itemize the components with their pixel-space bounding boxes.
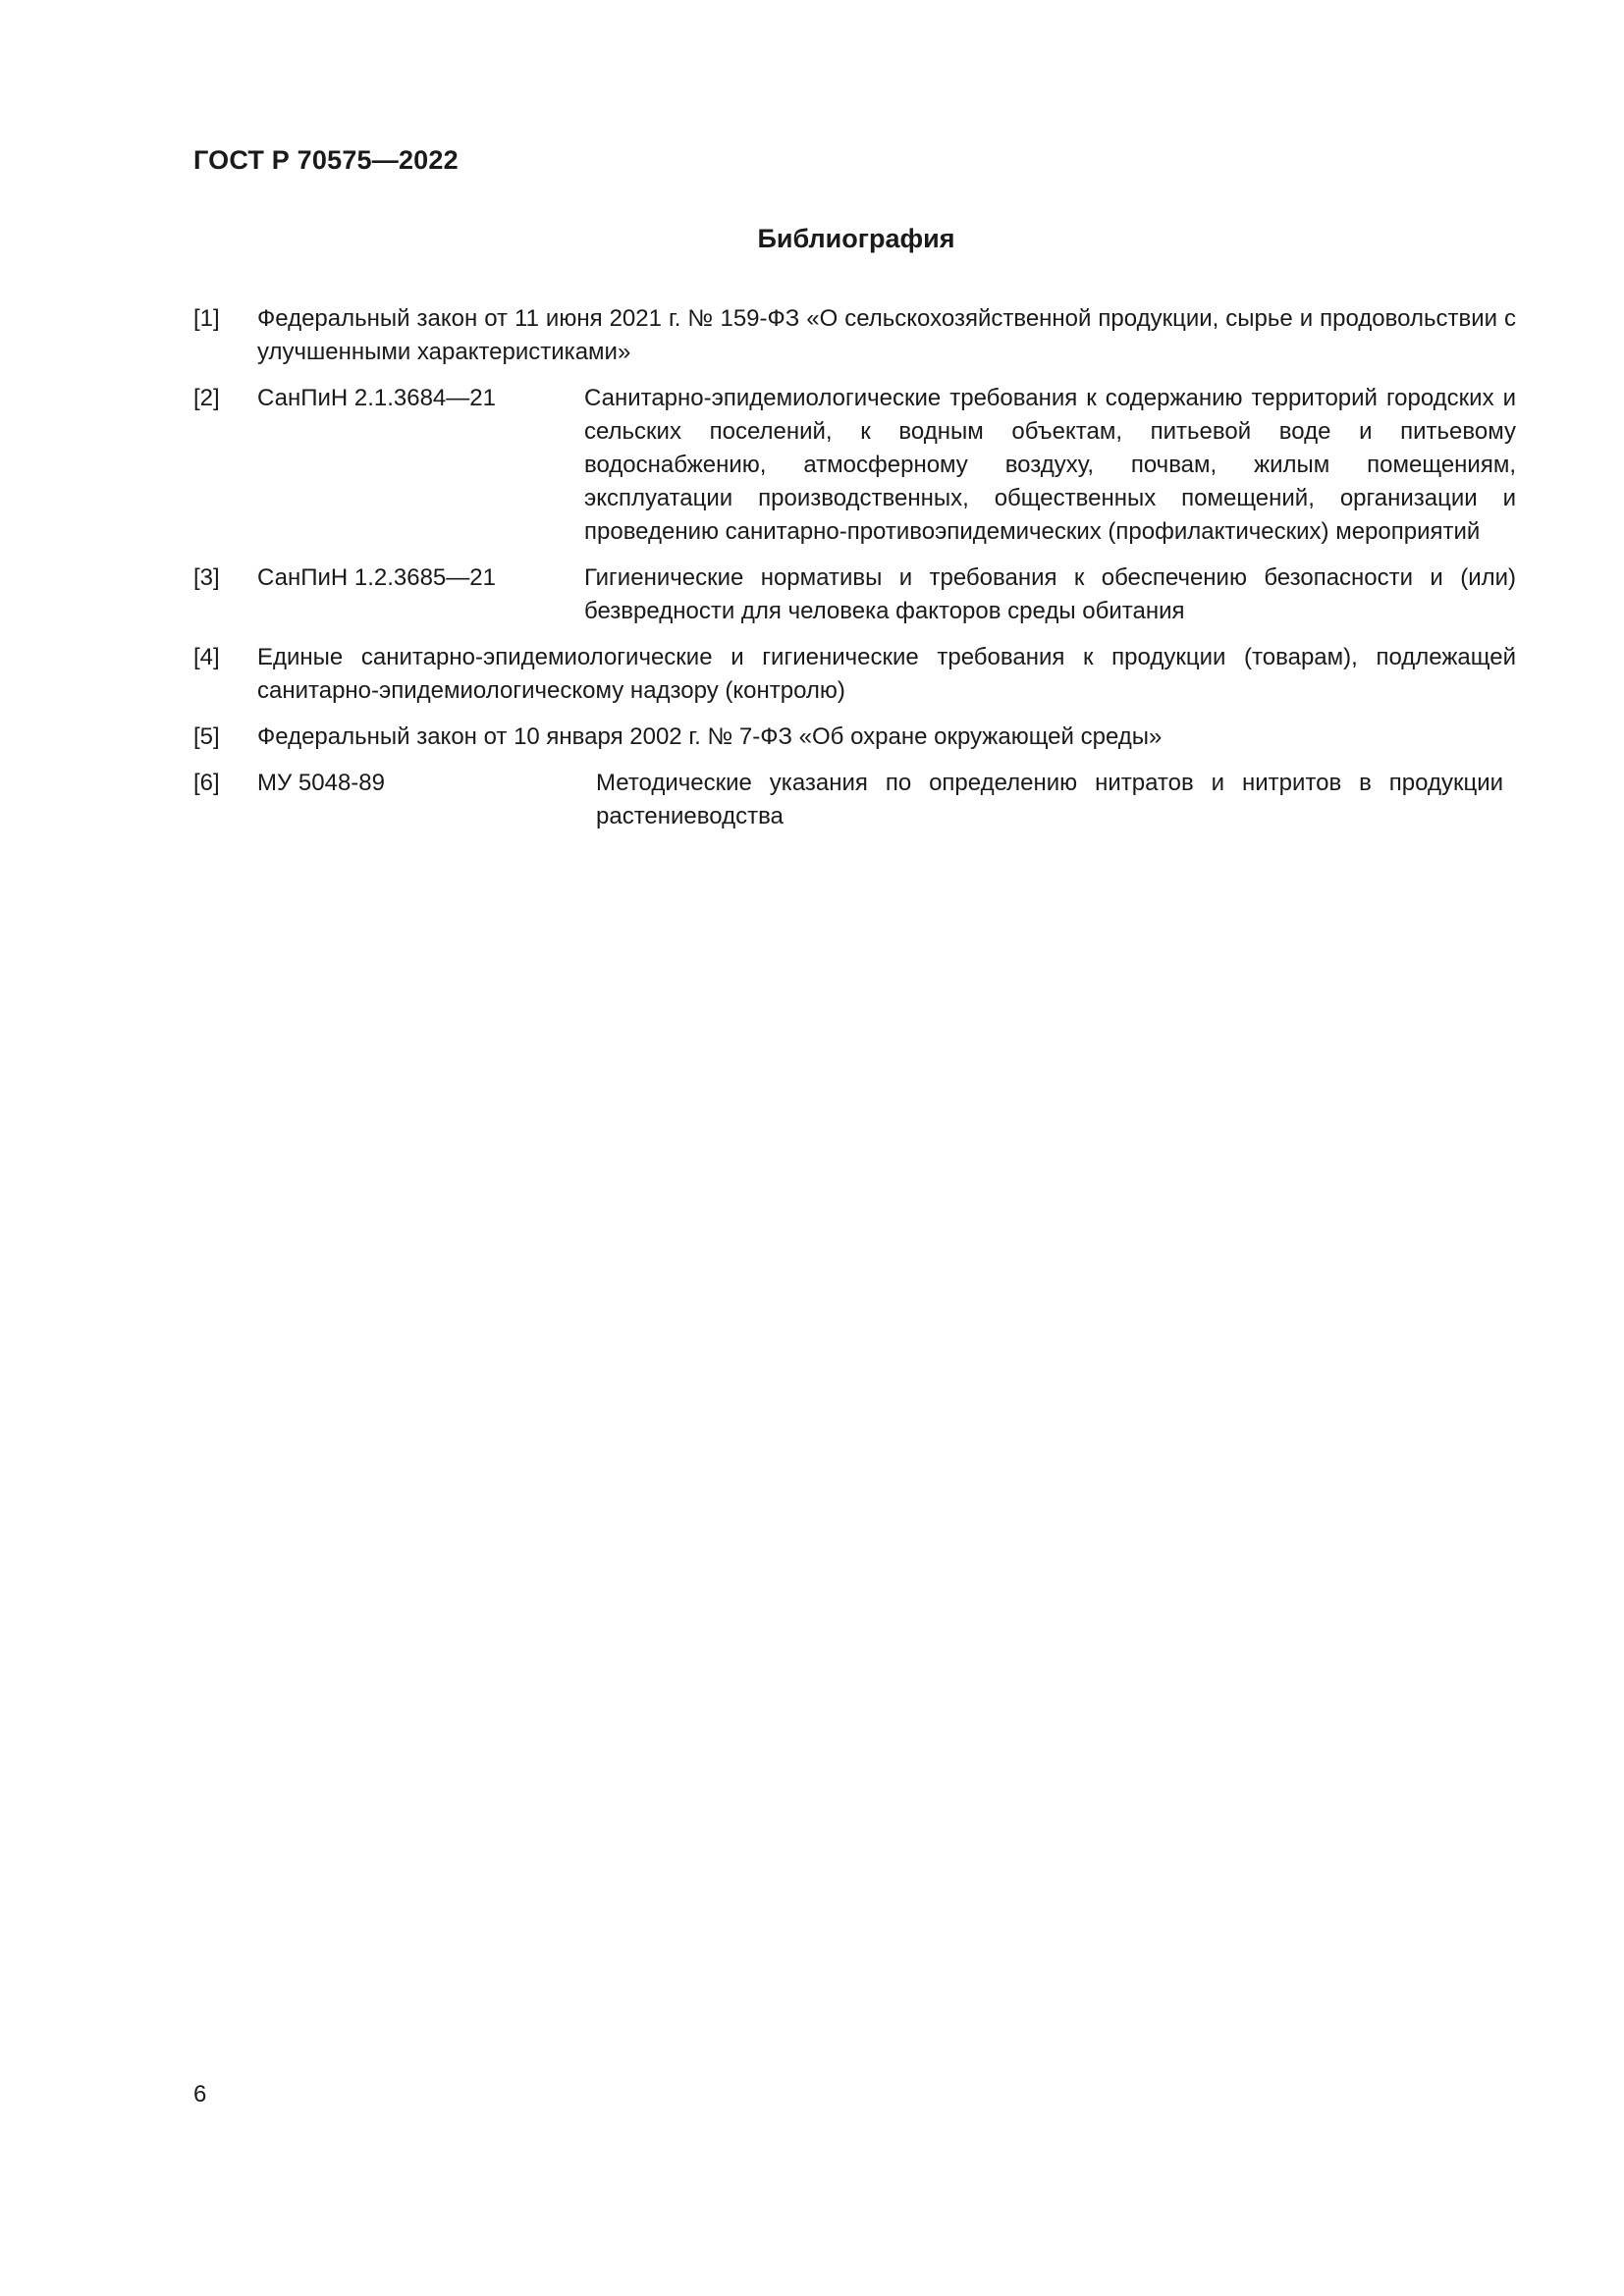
entry-number: [2] (193, 385, 220, 411)
entry-text: Федеральный закон от 10 января 2002 г. № 7-ФЗ «Об охране окружающей среды» (257, 723, 1163, 750)
bibliography-entry (193, 302, 1516, 369)
entry-text: Методические указания по определению нитратов и нитритов в продукции растениеводства (596, 770, 1503, 829)
page-number: 6 (193, 2081, 207, 2108)
bibliography-entry (193, 561, 1516, 628)
section-title: Библиография (757, 224, 955, 253)
entry-text: Федеральный закон от 11 июня 2021 г. № 159-ФЗ «О сельскохозяйственной продукции, сырье и продовольствии с улучшенными характеристиками» (257, 305, 1516, 365)
bibliography-list (193, 302, 1516, 846)
entry-text: Единые санитарно-эпидемиологические и гигиенические требования к продукции (товарам), подлежащей санитарно-эпидемиологическому надзору (контролю) (257, 644, 1516, 704)
entry-number: [1] (193, 305, 220, 332)
bibliography-entry (193, 382, 1516, 549)
entry-number: [3] (193, 564, 220, 591)
document-code: ГОСТ Р 70575—2022 (193, 145, 459, 175)
entry-number: [5] (193, 723, 220, 750)
entry-code: СанПиН 2.1.3684—21 (257, 385, 496, 411)
entry-text: Санитарно-эпидемиологические требования к содержанию территорий городских и сельских поселений, к водным объектам, питьевой воде и питьевому водоснабжению, атмосферному воздуху, почвам, жилым помещениям, эксплуатации производственных, общественных помещений, организации и проведению санитарно-противоэпидемических (профилактических) мероприятий (584, 385, 1516, 545)
bibliography-entry (193, 721, 1516, 754)
bibliography-entry (193, 767, 1516, 833)
entry-code: СанПиН 1.2.3685—21 (257, 564, 496, 591)
entry-code: МУ 5048-89 (257, 770, 385, 796)
entry-number: [6] (193, 770, 220, 796)
entry-text: Гигиенические нормативы и требования к обеспечению безопасности и (или) безвредности для человека факторов среды обитания (584, 564, 1516, 624)
bibliography-entry (193, 641, 1516, 708)
entry-number: [4] (193, 644, 220, 670)
